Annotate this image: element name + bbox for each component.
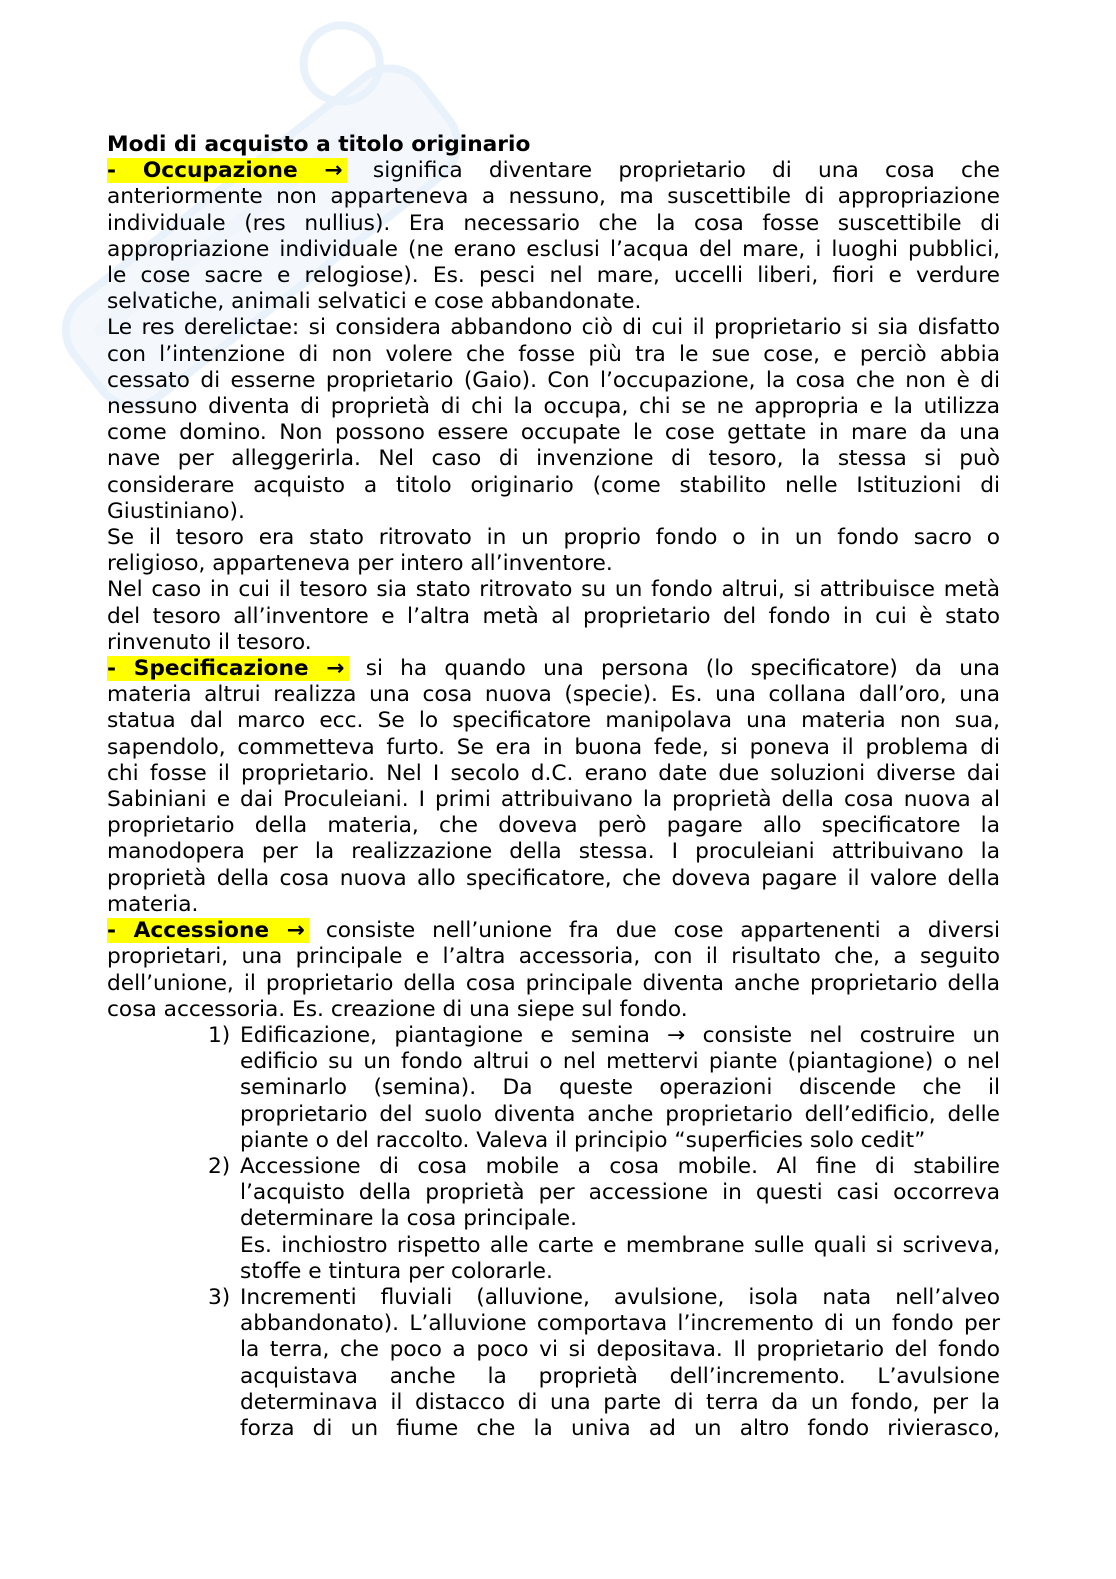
text-line: Accessione di cosa mobile a cosa mobile. Al fine di stabilire bbox=[240, 1153, 1000, 1179]
text-line: nave per alleggerirla. Nel caso di invenzione di tesoro, la stessa si può bbox=[107, 446, 1000, 472]
list-number: 3) bbox=[208, 1284, 231, 1310]
text-line: del tesoro all’inventore e l’altra metà al proprietario del fondo in cui è stato bbox=[107, 603, 1000, 629]
text-line: appropriazione individuale (ne erano esclusi l’acqua del mare, i luoghi pubblici, bbox=[107, 236, 1000, 262]
text-line: determinava il distacco di una parte di terra da un fondo, per la bbox=[240, 1389, 1000, 1415]
page-title: Modi di acquisto a titolo originario bbox=[107, 132, 531, 157]
text-line: religioso, apparteneva per intero all’inventore. bbox=[107, 551, 613, 577]
highlighted-term-occupazione: - Occupazione → bbox=[107, 158, 347, 183]
text-line: cessato di esserne proprietario (Gaio). Con l’occupazione, la cosa che non è di bbox=[107, 367, 1000, 393]
text-line: materia. bbox=[107, 891, 199, 917]
paragraph-res-derelictae bbox=[107, 315, 1000, 525]
text-line bbox=[107, 918, 1000, 944]
text-line: nessuno diventa di proprietà di chi la occupa, chi se ne appropria e la utilizza bbox=[107, 394, 1000, 420]
text-line: proprietario del suolo diventa anche proprietario dell’edificio, delle bbox=[240, 1101, 1000, 1127]
text-line: Le res derelictae: si considera abbandono ciò di cui il proprietario si sia disfatto bbox=[107, 315, 1000, 341]
text-line: proprietari, una principale e l’altra accessoria, con il risultato che, a seguito bbox=[107, 944, 1000, 970]
text-line: Sabiniani e dai Proculeiani. I primi attribuivano la proprietà della cosa nuova al bbox=[107, 787, 1000, 813]
text-line: come domino. Non possono essere occupate le cose gettate in mare da una bbox=[107, 420, 1000, 446]
text-line: rinvenuto il tesoro. bbox=[107, 629, 312, 655]
list-number: 1) bbox=[208, 1022, 231, 1048]
text-line: manodopera per la realizzazione della stessa. I proculeiani attribuivano la bbox=[107, 839, 1000, 865]
text-line: seminarlo (semina). Da queste operazioni discende che il bbox=[240, 1075, 1000, 1101]
text-line: piante o del raccolto. Valeva il principio “superficies solo cedit” bbox=[240, 1127, 926, 1153]
list-item-incrementi-fluviali bbox=[107, 1285, 1000, 1442]
text-line: dell’unione, il proprietario della cosa principale diventa anche proprietario della bbox=[107, 970, 1000, 996]
text-line: Incrementi fluviali (alluvione, avulsione, isola nata nell’alveo bbox=[240, 1284, 1000, 1310]
text-line: Edificazione, piantagione e semina → consiste nel costruire un bbox=[240, 1022, 1000, 1048]
text-line: sapendolo, commetteva furto. Se era in buona fede, si poneva il problema di bbox=[107, 734, 1000, 760]
text-line: anteriormente non apparteneva a nessuno, ma suscettibile di appropriazione bbox=[107, 184, 1000, 210]
document-body bbox=[107, 132, 1000, 1442]
text-line: le cose sacre e relogiose). Es. pesci nel mare, uccelli liberi, fiori e verdure bbox=[107, 263, 1000, 289]
text-line: stoffe e tintura per colorarle. bbox=[240, 1258, 553, 1284]
paragraph-tesoro-fondo-altrui bbox=[107, 577, 1000, 656]
accessione-types-list bbox=[107, 1023, 1000, 1442]
line-text: consiste nell’unione fra due cose appartenenti a diversi bbox=[325, 918, 1000, 944]
paragraph-tesoro-fondo-proprio bbox=[107, 525, 1000, 577]
text-line: Es. inchiostro rispetto alle carte e membrane sulle quali si scriveva, bbox=[240, 1232, 1000, 1258]
text-line: cosa accessoria. Es. creazione di una siepe sul fondo. bbox=[107, 996, 688, 1022]
text-line: statua dal marco ecc. Se lo specificatore manipolava una materia non sua, bbox=[107, 708, 1000, 734]
text-line: chi fosse il proprietario. Nel I secolo d.C. erano date due soluzioni diverse dai bbox=[107, 760, 1000, 786]
text-line: materia altrui realizza una cosa nuova (specie). Es. una collana dall’oro, una bbox=[107, 682, 1000, 708]
text-line: acquistava anche la proprietà dell’incremento. L’avulsione bbox=[240, 1363, 1000, 1389]
text-line: Giustiniano). bbox=[107, 498, 245, 524]
text-line: abbandonato). L’alluvione comportava l’incremento di un fondo per bbox=[240, 1311, 1000, 1337]
text-line: proprietario della materia, che doveva però pagare allo specificatore la bbox=[107, 813, 1000, 839]
list-item-edificazione bbox=[107, 1023, 1000, 1154]
text-line bbox=[107, 656, 1000, 682]
text-line: forza di un fiume che la univa ad un altro fondo rivierasco, bbox=[240, 1415, 1000, 1441]
highlighted-term-accessione: - Accessione → bbox=[107, 918, 309, 943]
text-line: proprietà della cosa nuova allo specificatore, che doveva pagare il valore della bbox=[107, 865, 1000, 891]
list-number: 2) bbox=[208, 1153, 231, 1179]
text-line: individuale (res nullius). Era necessario che la cosa fosse suscettibile di bbox=[107, 210, 1000, 236]
text-line: edificio su un fondo altrui o nel mettervi piante (piantagione) o nel bbox=[240, 1049, 1000, 1075]
text-line: Nel caso in cui il tesoro sia stato ritrovato su un fondo altrui, si attribuisce metà bbox=[107, 577, 1000, 603]
list-item-cosa-mobile bbox=[107, 1154, 1000, 1285]
paragraph-occupazione bbox=[107, 158, 1000, 315]
text-line: considerare acquisto a titolo originario (come stabilito nelle Istituzioni di bbox=[107, 472, 1000, 498]
text-line: con l’intenzione di non volere che fosse più tra le sue cose, e perciò abbia bbox=[107, 341, 1000, 367]
paragraph-specificazione bbox=[107, 656, 1000, 918]
text-line: determinare la cosa principale. bbox=[240, 1206, 577, 1232]
text-line: la terra, che poco a poco vi si depositava. Il proprietario del fondo bbox=[240, 1337, 1000, 1363]
text-line: Se il tesoro era stato ritrovato in un proprio fondo o in un fondo sacro o bbox=[107, 525, 1000, 551]
paragraph-accessione bbox=[107, 918, 1000, 1023]
text-line: selvatiche, animali selvatici e cose abbandonate. bbox=[107, 289, 642, 315]
line-text: significa diventare proprietario di una cosa che bbox=[372, 158, 1000, 184]
text-line: l’acquisto della proprietà per accessione in questi casi occorreva bbox=[240, 1180, 1000, 1206]
highlighted-term-specificazione: - Specificazione → bbox=[107, 656, 349, 681]
line-text: si ha quando una persona (lo specificatore) da una bbox=[365, 656, 1000, 682]
text-line bbox=[107, 158, 1000, 184]
